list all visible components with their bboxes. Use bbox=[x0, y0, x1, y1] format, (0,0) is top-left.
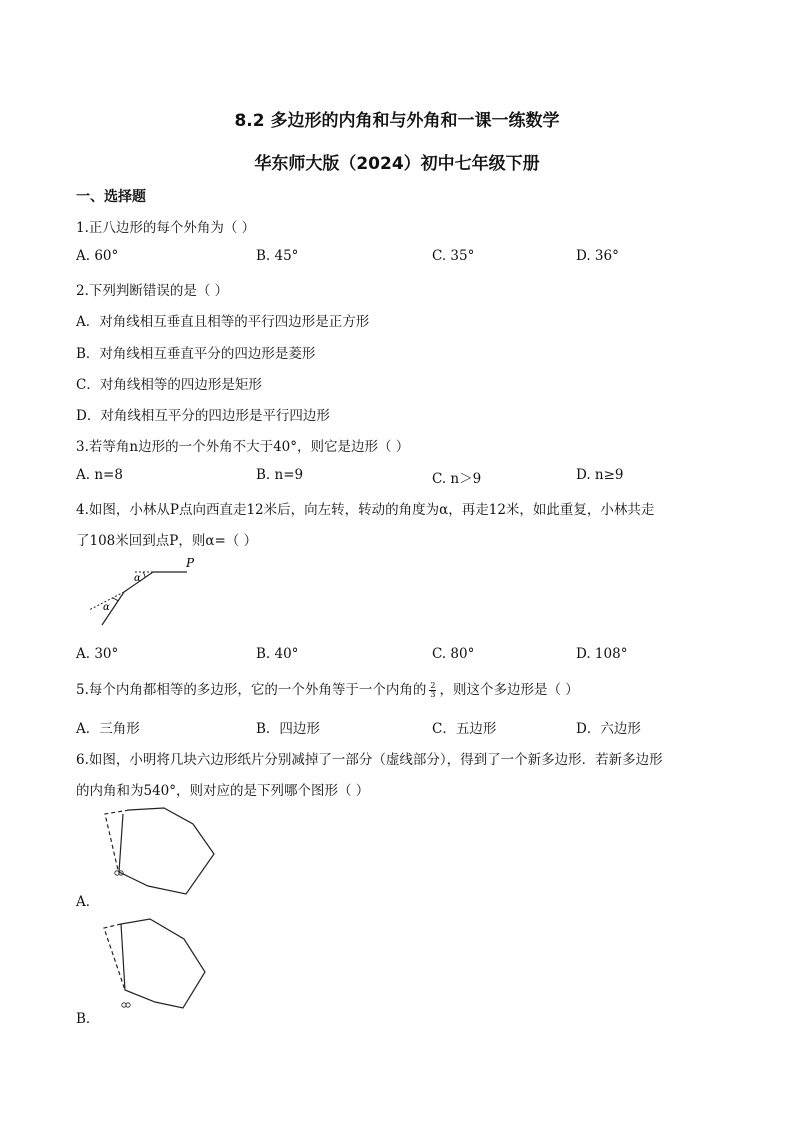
question-1-option-a: A. 60° bbox=[76, 248, 119, 264]
question-3-option-a: A. n=8 bbox=[76, 467, 123, 483]
document-subtitle: 华东师大版（2024）初中七年级下册 bbox=[254, 154, 540, 174]
question-2-option-a: A．对角线相互垂直且相等的平行四边形是正方形 bbox=[76, 314, 370, 330]
question-6-figure-b bbox=[96, 914, 220, 1014]
question-2-stem: 2.下列判断错误的是（ ） bbox=[76, 283, 229, 299]
question-3-stem: 3.若等角n边形的一个外角不大于40°，则它是边形（ ） bbox=[76, 439, 410, 455]
question-6-stem-line2: 的内角和为540°，则对应的是下列哪个图形（ ） bbox=[76, 783, 370, 799]
question-1-option-d: D. 36° bbox=[576, 248, 619, 264]
question-6-option-a-label: A． bbox=[76, 894, 100, 910]
fraction-denominator: 3 bbox=[430, 690, 436, 699]
point-p-label: P bbox=[186, 556, 195, 570]
question-3-option-c: C. n＞9 bbox=[432, 471, 482, 487]
fraction-numerator: 2 bbox=[430, 681, 436, 690]
question-4-option-c: C. 80° bbox=[432, 646, 475, 662]
question-1-stem: 1.正八边形的每个外角为（ ） bbox=[76, 220, 256, 236]
question-2-option-b: B．对角线相互垂直平分的四边形是菱形 bbox=[76, 346, 316, 362]
alpha-label-1: α bbox=[134, 573, 141, 584]
question-1-option-c: C. 35° bbox=[432, 248, 475, 264]
question-6-stem-line1: 6.如图，小明将几块六边形纸片分别减掉了一部分（虚线部分），得到了一个新多边形．若新多边形 bbox=[76, 752, 663, 768]
question-4-option-a: A. 30° bbox=[76, 646, 119, 662]
question-6-figure-a bbox=[96, 804, 220, 900]
question-4-option-d: D. 108° bbox=[576, 646, 628, 662]
question-2-option-d: D．对角线相互平分的四边形是平行四边形 bbox=[76, 408, 330, 424]
question-5-option-d: D．六边形 bbox=[576, 721, 641, 737]
question-2-option-c: C．对角线相等的四边形是矩形 bbox=[76, 377, 262, 393]
section-heading: 一、选择题 bbox=[76, 189, 146, 205]
question-4-stem-line1: 4.如图，小林从P点向西直走12米后，向左转，转动的角度为α，再走12米，如此重复，小林共走 bbox=[76, 502, 655, 518]
question-4-option-b: B. 40° bbox=[256, 646, 299, 662]
question-3-option-b: B. n=9 bbox=[256, 467, 304, 483]
document-title: 8.2 多边形的内角和与外角和一课一练数学 bbox=[234, 111, 560, 131]
alpha-label-2: α bbox=[103, 602, 110, 613]
question-5-fraction bbox=[429, 682, 436, 699]
question-5-stem bbox=[76, 678, 579, 699]
question-5-stem-after: ，则这个多边形是（ ） bbox=[439, 682, 579, 698]
question-5-option-a: A．三角形 bbox=[76, 721, 140, 737]
question-1-option-b: B. 45° bbox=[256, 248, 299, 264]
question-5-option-c: C．五边形 bbox=[432, 721, 497, 737]
question-3-option-d: D. n≥9 bbox=[576, 467, 624, 483]
question-5-stem-before: 5.每个内角都相等的多边形，它的一个外角等于一个内角的 bbox=[76, 682, 427, 698]
question-6-option-b-label: B． bbox=[76, 1011, 100, 1027]
question-4-stem-line2: 了108米回到点P，则α=（ ） bbox=[76, 533, 258, 549]
question-5-option-b: B．四边形 bbox=[256, 721, 320, 737]
question-4-path-figure bbox=[86, 554, 210, 630]
